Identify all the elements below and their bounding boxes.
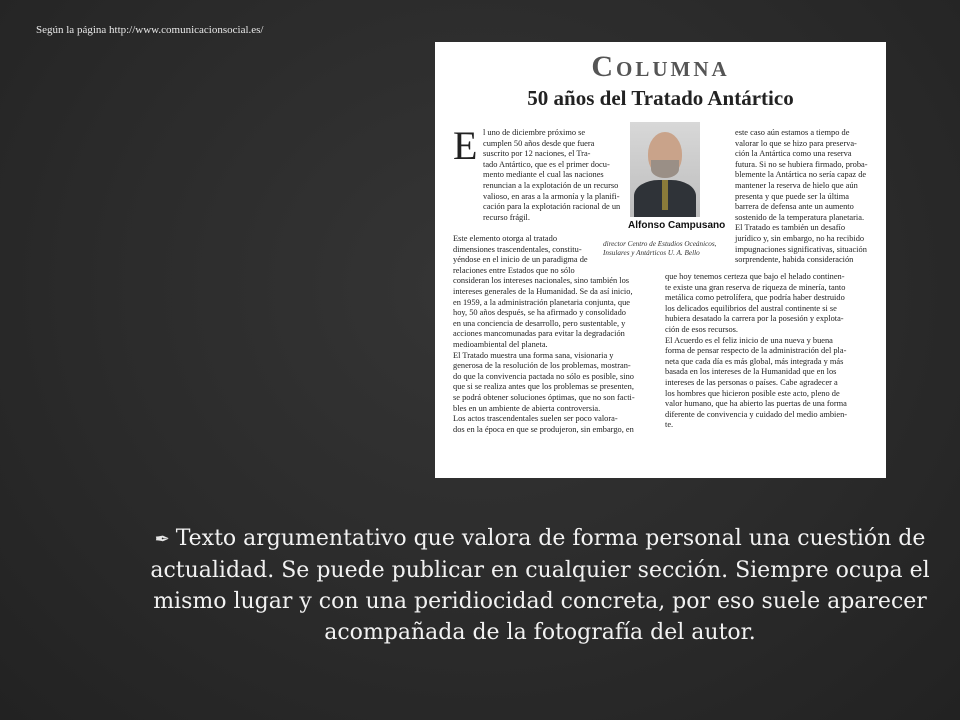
clipping-kicker: Columna — [591, 50, 730, 83]
newspaper-clipping-image — [435, 42, 886, 478]
column-1-body: Este elemento otorga al tratado dimensiones trascendentales, constitu- yéndose en el inicio de un paradigma de relaciones entre Estados que no sólo consideran los intereses nacionales, sino también los intereses generales de la Humanidad. Se da así inicio, en 1959, a la administración planetaria conjunta, que hoy, 50 años después, se ha afirmado y consolidado en una conciencia de desarrollo, pero sustentable, y acciones mancomunadas para evitar la degradación medioambiental del planeta. El Tratado muestra una forma sana, visionaria y generosa de la resolución de los problemas, mostran- do que la convivencia pactada no sólo es posible, sino que si se realiza antes que los problemas se presenten, se podrá obtener soluciones óptimas, que no son facti- bles en un ambiente de abierta controversia. Los actos trascendentales suelen ser poco valora- dos en la época en que se produjeron, sin embargo, en — [453, 234, 635, 434]
drop-cap: E — [453, 123, 478, 168]
column-2-body: que hoy tenemos certeza que bajo el helado continen- te existe una gran reserva de riqueza de minería, tanto metálica como petrolífera, que podría haber destruido los delicados equilibrios del austral continente si se hubiera desatado la carrera por la posesión y explota- ción de esos recursos. El Acuerdo es el feliz inicio de una nueva y buena forma de pensar respecto de la administración del pla- neta que cada día es más global, más integrada y más basada en los intereses de la Humanidad que en los intereses de las personas o países. Cabe agradecer a los hombres que hicieron posible este acto, pleno de valor humano, que ha abierto las puertas de una forma diferente de convivencia y cuidado del medio ambien- te. — [665, 272, 848, 430]
author-photo — [630, 122, 700, 217]
bullet-text: Texto argumentativo que valora de forma personal una cuestión de actualidad. Se puede publicar en cualquier sección. Siempre ocupa el mismo lugar y con una peridiocidad concreta, por eso suele aparecer acompañada de la fotografía del autor. — [150, 526, 930, 645]
bullet-point — [140, 523, 940, 648]
column-1-lead: l uno de diciembre próximo se cumplen 50 años desde que fuera suscrito por 12 naciones, el Tra- tado Antártico, que es el primer docu- mento mediante el cual las naciones renuncian a la explotación de un recurso valioso, en aras a la armonía y la planifi- cación para la explotación racional de un recurso frágil. — [483, 128, 621, 222]
author-role: director Centro de Estudios Oceánicos, Insulares y Antárticos U. A. Bello — [603, 240, 717, 257]
source-note: Según la página http://www.comunicacionsocial.es/ — [36, 24, 264, 36]
author-byline: Alfonso Campusano — [628, 220, 726, 231]
feather-bullet-icon: ✒ — [154, 529, 170, 550]
clipping-headline: 50 años del Tratado Antártico — [527, 86, 794, 110]
column-3-body: este caso aún estamos a tiempo de valorar lo que se hizo para preserva- ción la Antártica como una reserva futura. Si no se hubiera firmado, proba- blemente la Antártica no sería capaz de mantener la reserva de hielo que aún presenta y que puede ser la última barrera de defensa ante un aumento sostenido de la temperatura planetaria. El Tratado es también un desafío jurídico y, sin embargo, no ha recibido impugnaciones significativas, situación sorprendente, habida consideración — [735, 128, 868, 265]
